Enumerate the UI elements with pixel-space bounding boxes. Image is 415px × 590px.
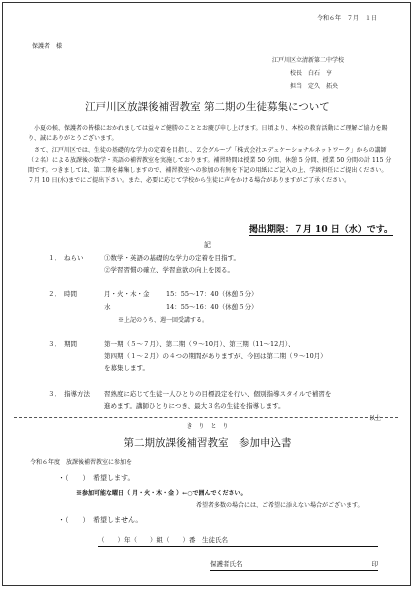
time-row2-days: 水 — [104, 303, 111, 311]
time-row1-hours: 15：55～17：40（休憩５分） — [166, 290, 258, 298]
deadline-notice: 掲出期限：７月 10 日（水）です。 — [248, 225, 393, 235]
item-method-number: ３． — [48, 390, 61, 398]
school-name: 江戸川区立清新第二中学校 — [272, 57, 345, 64]
student-info-line[interactable]: （ ）年（ ）組（ ）番 生徒氏名 — [98, 536, 378, 547]
date: 令和６年 ７月 １日 — [316, 15, 377, 22]
item-period-label: 期間 — [64, 340, 77, 348]
intro-paragraph-2: さて、江戸川区では、生徒の基礎的な学力の定着を目指し、Ｚ会グループ「株式会社エデュケーショナルネットワーク」からの講師（２名）による放課後の数学・英語の補習教室を実施しております。補習時間は授業 50 分間、休憩 5 分間、授業 50 分間の計 115 分間です。つきましては、第二期を募集しますので、補習教室への参加の有無を下記の用紙にご記入の上、学級担任にご提出ください。７月 10 日(水)までにご提出下さい。また、必要に応じて学校から生徒に声をかける場合がありますがご了承ください。 — [28, 147, 392, 184]
method-line-2: 進めます。講師ひとりにつき、最大３名の生徒を指導します。 — [104, 402, 285, 410]
item-period-number: ３． — [48, 340, 61, 348]
time-row2-hours: 14：55～16：40（休憩５分） — [166, 303, 258, 311]
guardian-signature-line[interactable]: 保護者氏名 印 — [210, 560, 378, 571]
form-title: 第二期放課後補習教室 参加申込書 — [123, 437, 292, 449]
option-wish[interactable]: ・（ ） 希望します。 — [58, 474, 135, 482]
seal-mark: 印 — [371, 560, 378, 568]
time-note: ※上記のうち、週一回受講する。 — [118, 317, 209, 324]
intro-paragraph-1: 小夏の候、保護者の皆様におかれましては益々ご健勝のこととお慶び申し上げます。日頃より、本校の教育活動にご理解ご協力を賜り、誠にありがとうございます。 — [28, 125, 388, 142]
option-no-wish[interactable]: ・（ ） 希望しません。 — [58, 516, 143, 524]
weekday-note: ※参加可能な曜日（ 月・火・木・金 ）←○で囲んでください。 — [76, 490, 247, 497]
capacity-note: 希望者多数の場合には、ご希望に添えない場合がございます。 — [196, 502, 364, 509]
item-aim-number: １． — [48, 254, 61, 262]
method-line-1: 習熟度に応じて生徒一人ひとりの目標設定を行い、個別指導スタイルで補習を — [104, 390, 332, 398]
ijou: 以上 — [368, 415, 381, 422]
cut-label: き り と り — [186, 423, 229, 430]
recipient: 保護者 様 — [32, 43, 63, 50]
ki-heading: 記 — [204, 241, 211, 249]
page-title: 江戸川区放課後補習教室 第二期の生徒募集について — [85, 101, 330, 113]
period-line-1: 第一期（５～７月）、第二期（９～10月）、第三期（11～12月）、 — [104, 340, 295, 348]
item-time-label: 時間 — [64, 290, 77, 298]
period-line-2: 第四期（１～２月）の４つの期間がありますが、今回は第二期（９～10月） — [104, 352, 327, 360]
item-method-label: 指導方法 — [64, 390, 90, 398]
item-aim-line-2: ②学習習慣の確立、学習意欲の向上を図る。 — [104, 266, 234, 274]
time-row1-days: 月・火・木・金 — [104, 290, 150, 298]
cut-line — [14, 417, 398, 418]
teacher-in-charge: 担当 定久 拓央 — [290, 83, 339, 90]
principal: 校長 白石 亨 — [290, 70, 333, 77]
period-line-3: を募集します。 — [104, 364, 149, 372]
item-time-number: ２． — [48, 290, 61, 298]
form-intro: 令和６年度 放課後補習教室に参加を — [30, 459, 133, 466]
item-aim-line-1: ①数学・英語の基礎的な学力の定着を目指す。 — [104, 254, 240, 262]
item-aim-label: ねらい — [64, 254, 84, 262]
